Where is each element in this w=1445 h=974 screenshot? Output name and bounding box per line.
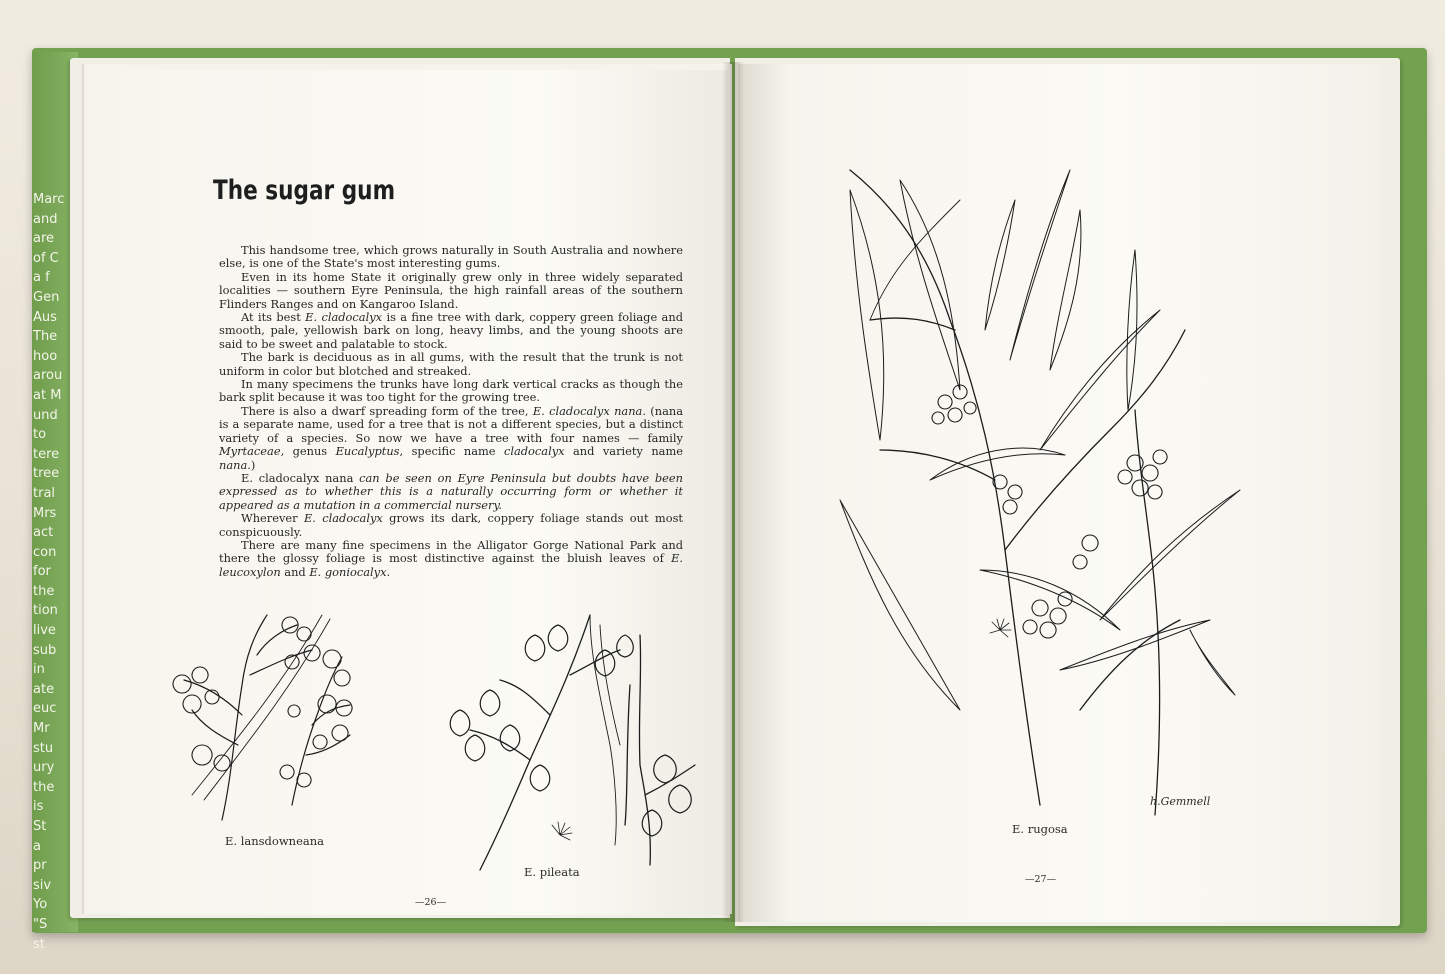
e-rugosa-illustration [810, 150, 1250, 815]
body-paragraph [219, 271, 683, 311]
flap-text-line: arou [33, 368, 63, 384]
flap-text-line: is [33, 799, 44, 815]
paragraph-text: .) [247, 457, 256, 472]
paragraph-text: There is also a dwarf spreading form of the tree, [241, 403, 533, 418]
flap-text-line: a [33, 838, 41, 854]
flap-text-line: live [33, 623, 56, 639]
botanical-name: Eucalyptus [335, 444, 400, 459]
botanical-name: E. cladocalyx [305, 310, 383, 325]
flap-text-line: tree [33, 466, 60, 482]
paragraph-text: At its best [241, 310, 306, 325]
flap-text-line: the [33, 583, 55, 599]
paragraph-text: Even in its home State it originally grew only in three widely separated localities — southern Eyre Peninsula, the high rainfall areas of the southern Flinders Ranges and on Kangaroo Island. [219, 269, 683, 311]
body-paragraph [219, 405, 683, 472]
flap-text-line: in [33, 662, 45, 678]
botanical-name: nana [219, 457, 248, 472]
paragraph-text: There are many fine specimens in the Alligator Gorge National Park and there the glossy foliage is most distinctive against the bluish leaves of [219, 537, 683, 566]
paragraph-text: and variety name [564, 444, 683, 459]
flap-text-line: pr [33, 858, 47, 874]
botanical-name: E. cladocalyx nana [532, 403, 643, 418]
flap-text-line: tral [33, 485, 56, 501]
paragraph-text: and [280, 564, 310, 579]
flap-text-line: ury [33, 760, 55, 776]
e-pileata-illustration [440, 595, 710, 880]
flap-text-line: Mrs [33, 505, 57, 521]
flap-text-line: ate [33, 681, 55, 697]
paragraph-text: . (nana is a separate name, used for a tree that is not a different species, but a distinct variety of a species. So now we have a tree with four names — family [219, 403, 683, 445]
page-title: The sugar gum [213, 175, 396, 206]
flap-text-line: are [33, 231, 55, 247]
paragraph-text: grows its dark, coppery foliage stands out most conspicuously. [219, 511, 683, 539]
flap-text-line: euc [33, 701, 57, 717]
book-gutter [722, 62, 744, 922]
body-paragraph [219, 512, 683, 539]
flap-text-line: tion [33, 603, 58, 619]
flap-text-line: a f [33, 270, 50, 286]
paragraph-text: , specific name [399, 444, 504, 459]
paragraph-text: This handsome tree, which grows naturally in South Australia and nowhere else, is one of the State's most interesting gums. [219, 243, 683, 271]
flap-text-line: at M [33, 387, 62, 403]
flap-text-line: for [33, 564, 51, 580]
caption-e-pileata: E. pileata [524, 865, 580, 879]
paragraph-text: genus [284, 444, 336, 459]
body-paragraph [219, 472, 683, 512]
flap-text-line: Yo [33, 897, 48, 913]
paragraph-text: . [386, 564, 391, 579]
botanical-name: can be seen on Eyre Peninsula but doubts have been expressed as to whether this is a naturally occurring form or whether it appeared as a mutation in a commercial nursery. [219, 470, 683, 512]
caption-e-rugosa: E. rugosa [1012, 822, 1068, 836]
artist-signature: h.Gemmell [1150, 795, 1211, 808]
flap-text-line: act [33, 525, 54, 541]
flap-text-line: St [33, 819, 47, 834]
body-paragraph [219, 244, 683, 271]
e-lansdowneana-illustration [172, 595, 372, 830]
flap-text-line: Mr [33, 721, 50, 737]
flap-text-line: tere [33, 446, 60, 462]
paragraph-text: E. cladocalyx nana [241, 470, 354, 485]
botanical-name: E. goniocalyx [309, 564, 387, 579]
flap-text-line: and [33, 211, 58, 227]
page-number-left: —26— [415, 897, 447, 908]
flap-text-line: hoo [33, 348, 58, 364]
flap-text-line: st [33, 936, 45, 952]
flap-text-line: stu [33, 740, 54, 756]
paragraph-text: is a fine tree with dark, coppery green foliage and smooth, pale, yellowish bark on long, heavy limbs, and the young shoots are said to be sweet and palatable to stock. [219, 310, 683, 351]
body-paragraph [219, 311, 683, 351]
flap-text-line: "S [33, 916, 48, 932]
caption-e-lansdowneana: E. lansdowneana [225, 834, 325, 848]
flap-text-line: con [33, 544, 57, 560]
body-paragraph [219, 351, 683, 378]
paragraph-text: The bark is deciduous as in all gums, with the result that the trunk is not uniform in color but blotched and streaked. [219, 350, 683, 378]
botanical-name: cladocalyx [503, 444, 565, 459]
botanical-name: E. cladocalyx [303, 511, 383, 526]
botanical-name: Myrtaceae, [219, 444, 285, 459]
flap-text-line: The [33, 329, 58, 345]
page-number-right: —27— [1025, 874, 1057, 885]
flap-text-line: Gen [33, 289, 60, 305]
paragraph-text: In many specimens the trunks have long dark vertical cracks as though the bark split because it was too tight for the growing tree. [219, 377, 683, 405]
body-paragraph [219, 378, 683, 405]
flap-text-line: siv [33, 877, 52, 893]
body-paragraph [219, 539, 683, 579]
flap-text-line: of C [33, 250, 59, 266]
flap-text-line: the [33, 779, 55, 795]
flap-text-line: to [33, 427, 47, 443]
flap-text-line: und [33, 407, 58, 423]
flap-text-line: Marc [33, 192, 65, 207]
flap-text-line: Aus [33, 309, 57, 325]
botanical-name: E. leucoxylon [219, 551, 683, 579]
paragraph-text: Wherever [241, 511, 304, 526]
article-body [219, 244, 683, 579]
flap-text-line: sub [33, 642, 57, 658]
